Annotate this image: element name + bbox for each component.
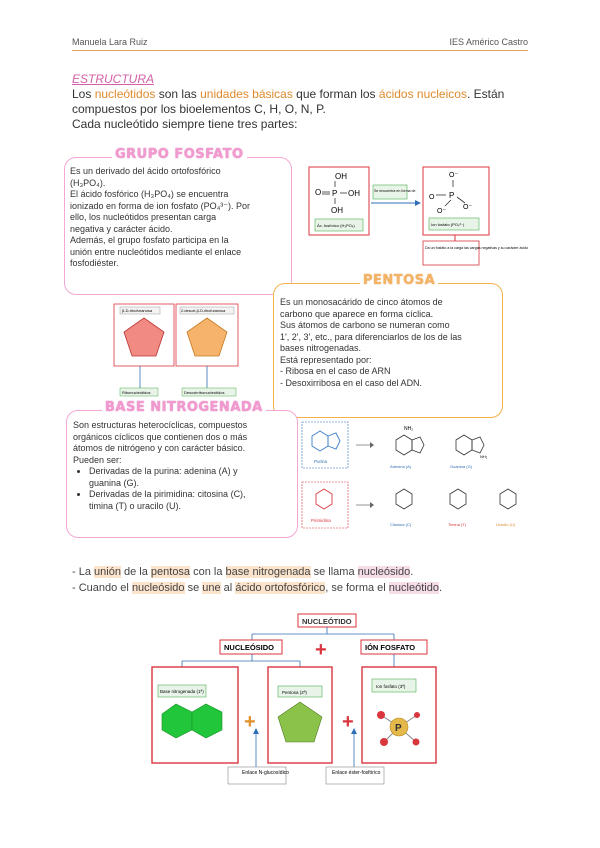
- diagram-pentosa-label: Pentosa (2ª): [282, 690, 307, 695]
- svg-text:Pirimidina: Pirimidina: [311, 518, 331, 523]
- section-title: ESTRUCTURA: [72, 72, 155, 86]
- base-figure: [300, 418, 535, 536]
- svg-text:P: P: [332, 189, 338, 198]
- diagram-enlace1: Enlace N-glucosídico: [242, 770, 289, 776]
- svg-text:Ribonucleótidos: Ribonucleótidos: [122, 390, 151, 395]
- svg-text:NH₂: NH₂: [404, 426, 414, 432]
- svg-text:Desoxirribonucleótidos: Desoxirribonucleótidos: [184, 390, 225, 395]
- diagram-plus-2: +: [342, 711, 354, 733]
- fosfato-text: Es un derivado del ácido ortofosfórico (H₃PO₄). El ácido fosfórico (H₃PO₄) se encuentra ionizado en forma de ion fosfato (PO₄³⁻). Por ello, los nucleótidos presentan carga negativa y carácter ácido. Además, el grupo fosfato participa en la unión entre nucleótidos mediante el enlace fosfodiéster.: [70, 166, 251, 268]
- pentosa-figure: [110, 302, 260, 402]
- svg-text:Ion fosfato (PO₄³⁻): Ion fosfato (PO₄³⁻): [431, 222, 465, 227]
- diagram-plus-1: +: [244, 711, 256, 733]
- svg-text:Se encuentra en forma de: Se encuentra en forma de: [374, 189, 416, 193]
- diagram-nucleosido: NUCLEÓSIDO: [224, 643, 275, 652]
- header-divider: [72, 50, 528, 51]
- diagram-p: P: [395, 723, 402, 734]
- base-bullet-purina: • Derivadas de la purina: adenina (A) y guanina (G).: [89, 466, 295, 489]
- diagram-ion-label: Ion fosfato (3ª): [376, 684, 406, 689]
- svg-text:P: P: [449, 191, 455, 200]
- svg-text:Uracilo (U): Uracilo (U): [496, 522, 516, 527]
- svg-text:O: O: [429, 194, 435, 201]
- base-title: BASE NITROGENADA: [102, 400, 266, 415]
- diagram-nucleotido: NUCLEÓTIDO: [302, 617, 352, 626]
- svg-text:Da un fosfato a la carga las c: Da un fosfato a la carga las cargas negativas y su carácter ácido: [425, 246, 529, 250]
- diagram-plus-top: +: [315, 639, 327, 661]
- sentence-nucleotido: - Cuando el nucleósido se une al ácido ortofosfórico, se forma el nucleótido.: [72, 582, 442, 594]
- svg-text:O⁻: O⁻: [449, 172, 459, 179]
- svg-text:Guanina (G): Guanina (G): [450, 464, 473, 469]
- base-bullet-pirimidina: • Derivadas de la pirimidina: citosina (C), timina (T) o uracilo (U).: [89, 489, 295, 512]
- svg-text:OH: OH: [348, 189, 360, 198]
- fosfato-figure: [305, 163, 529, 273]
- diagram-base-label: Base nitrogenada (1ª): [160, 689, 204, 694]
- intro-text: ESTRUCTURA Los nucleótidos son las unidades básicas que forman los ácidos nucleicos. Están compuestos por los bioelementos C, H, O, N, P. Cada nucleótido siempre tiene tres partes:: [72, 72, 505, 131]
- svg-text:NH₂: NH₂: [480, 454, 488, 459]
- svg-text:O⁻: O⁻: [463, 204, 473, 211]
- svg-text:Ác. fosfórico (H₃PO₄): Ác. fosfórico (H₃PO₄): [317, 223, 355, 228]
- svg-text:OH: OH: [331, 206, 343, 215]
- base-text: Son estructuras heterocíclicas, compuestos orgánicos cíclicos que contienen dos o más átomos de nitrógeno y con carácter básico. Pueden ser: • Derivadas de la purina: adenina (A) y guanina (G). • Derivadas de la pirimidina: citosina (C), timina (T) o uracilo (U).: [73, 420, 295, 512]
- svg-text:2-desoxi-β-D-ribofuranosa: 2-desoxi-β-D-ribofuranosa: [181, 309, 226, 313]
- svg-text:O⁻: O⁻: [437, 208, 447, 215]
- svg-text:Purina: Purina: [314, 459, 328, 464]
- fosfato-title: GRUPO FOSFATO: [112, 147, 247, 162]
- sentence-nucleosido: - La unión de la pentosa con la base nitrogenada se llama nucleósido.: [72, 566, 414, 578]
- svg-text:Adenina (A): Adenina (A): [390, 464, 412, 469]
- svg-text:Timina (T): Timina (T): [448, 522, 467, 527]
- diagram-ion: IÓN FOSFATO: [365, 643, 416, 652]
- header-author: Manuela Lara Ruiz: [72, 37, 148, 47]
- svg-text:O: O: [315, 188, 322, 197]
- pentosa-title: PENTOSA: [360, 273, 438, 288]
- pentosa-text: Es un monosacárido de cinco átomos de carbono que aparece en forma cíclica. Sus átomos de carbono se numeran como 1', 2', 3', etc., para diferenciarlos de los de las bases nitrogenadas. Está representado por: - Ribosa en el caso de ARN - Desoxirribosa en el caso del ADN.: [280, 297, 462, 388]
- svg-text:β-D-ribofuranosa: β-D-ribofuranosa: [122, 308, 153, 313]
- svg-text:OH: OH: [335, 172, 347, 181]
- svg-text:Citosina (C): Citosina (C): [390, 522, 412, 527]
- nucleotido-diagram: [148, 612, 440, 792]
- header-school: IES Américo Castro: [449, 37, 528, 47]
- diagram-enlace2: Enlace éster-fosfórico: [332, 770, 381, 776]
